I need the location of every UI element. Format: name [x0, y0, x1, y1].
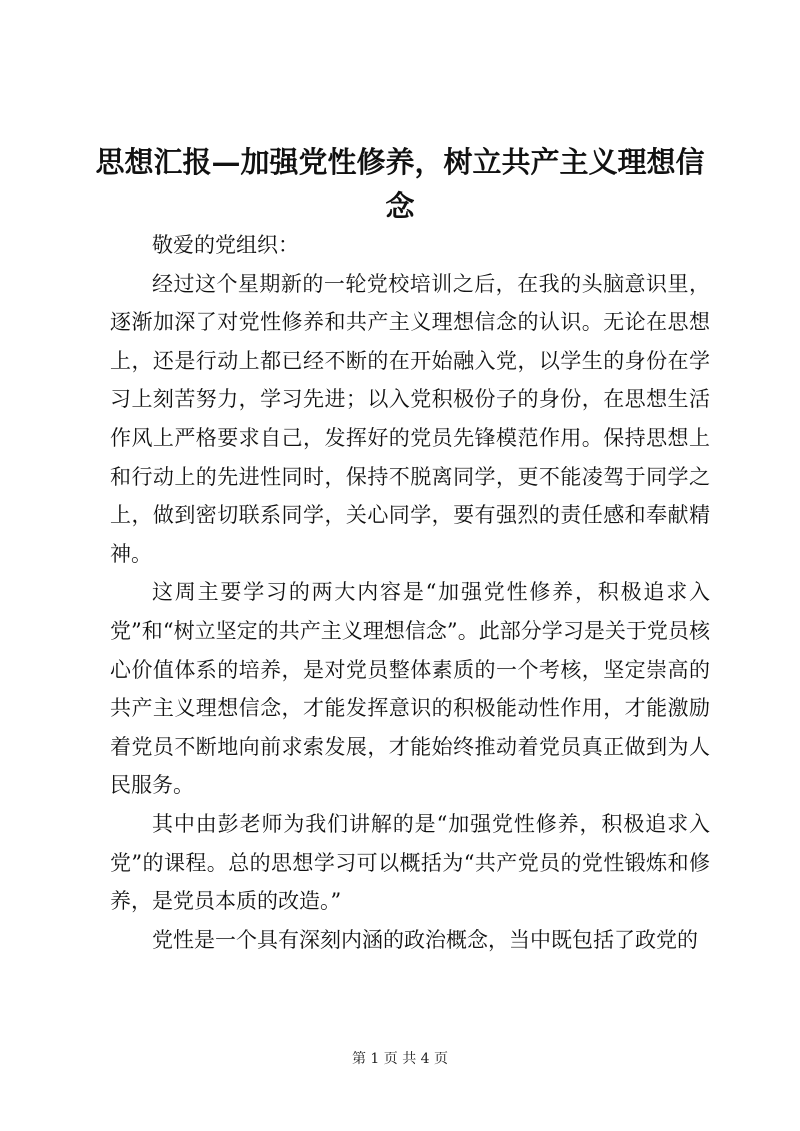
page-footer: 第 1 页 共 4 页	[351, 1051, 449, 1067]
document-title: 思想汇报—加强党性修养，树立共产主义理想信念	[95, 145, 705, 223]
body-paragraph: 经过这个星期新的一轮党校培训之后，在我的头脑意识里，逐渐加深了对党性修养和共产主义理想信念的认识。无论在思想上，还是行动上都已经不断的在开始融入党，以学生的身份在学习上刻苦努力，学习先进；以入党积极份子的身份，在思想生活作风上严格要求自己，发挥好的党员先锋模范作用。保持思想上和行动上的先进性同时，保持不脱离同学，更不能凌驾于同学之上，做到密切联系同学，关心同学，要有强烈的责任感和奉献精神。	[110, 271, 710, 566]
document-body	[110, 226, 710, 959]
salutation: 敬爱的党组织：	[152, 233, 299, 257]
body-paragraph: 党性是一个具有深刻内涵的政治概念，当中既包括了政党的	[152, 927, 698, 952]
body-paragraph: 其中由彭老师为我们讲解的是“加强党性修养，积极追求入党”的课程。总的思想学习可以概括为“共产党员的党性锻炼和修养，是党员本质的改造。”	[110, 811, 710, 914]
body-paragraph: 这周主要学习的两大内容是“加强党性修养，积极追求入党”和“树立坚定的共产主义理想信念”。此部分学习是关于党员核心价值体系的培养，是对党员整体素质的一个考核，坚定崇高的共产主义理想信念，才能发挥意识的积极能动性作用，才能激励着党员不断地向前求索发展，才能始终推动着党员真正做到为人民服务。	[110, 580, 710, 798]
